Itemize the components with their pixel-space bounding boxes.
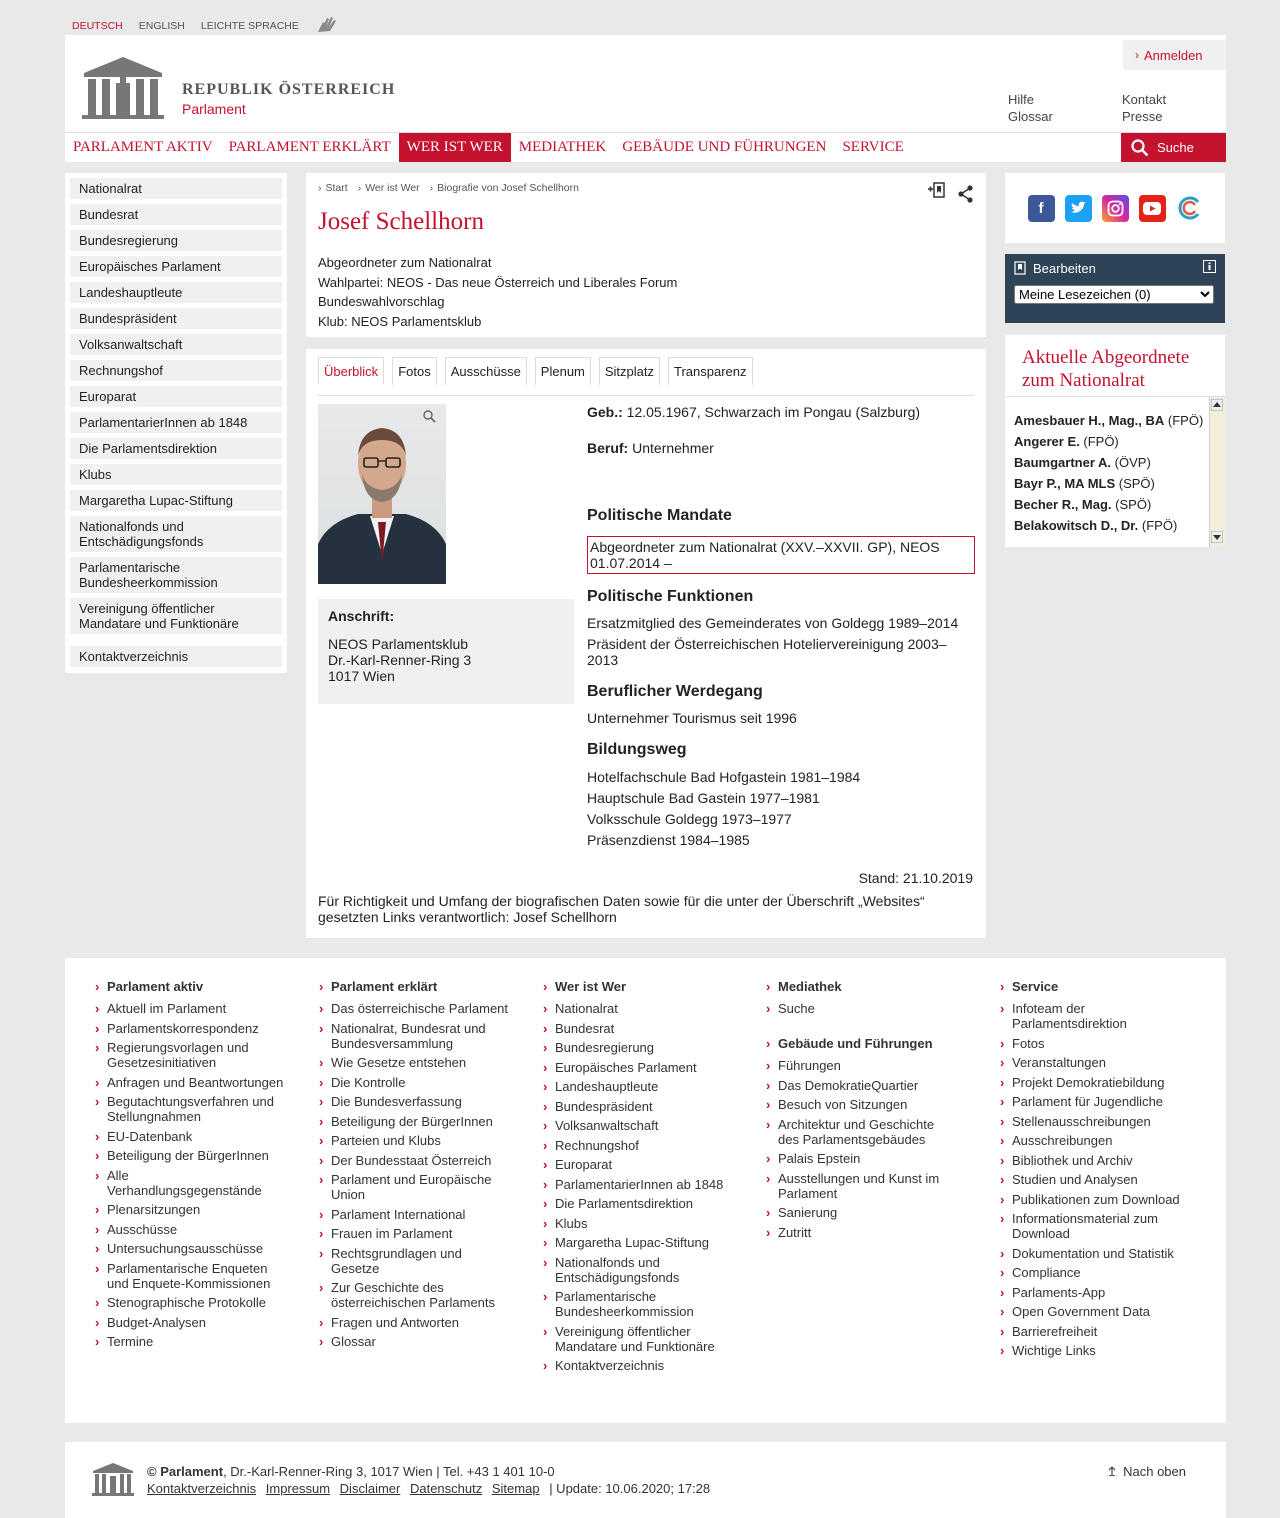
list-item[interactable]: Baumgartner A. (ÖVP) [1014, 455, 1151, 470]
footer-col-parlament-aktiv [95, 979, 285, 1354]
sidebar-item-eu-parlament[interactable]: Europäisches Parlament [70, 256, 282, 277]
person-facts [318, 253, 677, 331]
footer-link[interactable]: › Vereinigung öffentlicher Mandatare und Funktionäre [543, 1324, 733, 1354]
footer-link[interactable]: › Wichtige Links [1000, 1343, 1190, 1358]
fact-party: Wahlpartei: NEOS - Das neue Österreich und Liberales Forum [318, 274, 678, 290]
sidebar [65, 173, 287, 673]
footer-link[interactable]: › Untersuchungsausschüsse [95, 1241, 285, 1256]
footer-link[interactable]: › Ausschüsse [95, 1222, 285, 1237]
site-header [65, 35, 1226, 162]
footer-link[interactable]: › Fotos [1000, 1036, 1190, 1051]
list-item[interactable]: Bayr P., MA MLS (SPÖ) [1014, 476, 1155, 491]
footer-link[interactable]: › Dokumentation und Statistik [1000, 1246, 1190, 1261]
facebook-icon[interactable]: f [1028, 195, 1055, 222]
footer-link[interactable]: › Plenarsitzungen [95, 1202, 285, 1217]
footer-link[interactable]: › Stenographische Protokolle [95, 1295, 285, 1310]
footer-link[interactable]: › Parteien und Klubs [319, 1133, 509, 1148]
scroll-up-icon[interactable] [1211, 399, 1223, 414]
footer-link[interactable]: › EU-Datenbank [95, 1129, 285, 1144]
tab-ueberblick[interactable]: Überblick [318, 357, 384, 385]
twitter-icon[interactable] [1065, 195, 1092, 222]
list-item: Unternehmer Tourismus seit 1996 [587, 710, 797, 726]
nav-service[interactable]: SERVICE [842, 139, 904, 155]
sidebar-item-klubs[interactable]: Klubs [70, 464, 282, 485]
footer-link[interactable]: › Parlament International [319, 1207, 509, 1222]
address-line: 1017 Wien [328, 668, 395, 684]
mandate-entry: Abgeordneter zum Nationalrat (XXV.–XXVII. GP), NEOS 01.07.2014 – [587, 536, 975, 574]
logo-title: REPUBLIK ÖSTERREICH [182, 81, 396, 98]
footer-link[interactable]: › Termine [95, 1334, 285, 1349]
footer-link[interactable]: › Führungen [766, 1058, 956, 1073]
list-item: Hotelfachschule Bad Hofgastein 1981–1984 [587, 769, 861, 785]
footer-link[interactable]: › Das DemokratieQuartier [766, 1078, 956, 1093]
list-item: Präsenzdienst 1984–1985 [587, 832, 750, 848]
lang-leichte-sprache[interactable]: LEICHTE SPRACHE [200, 19, 299, 32]
sidebar-item-nationalfonds[interactable]: Nationalfonds und Entschädigungsfonds [70, 516, 282, 552]
tab-bar [318, 357, 753, 385]
logo-text [182, 81, 395, 117]
footer-heading[interactable]: › Mediathek [766, 979, 956, 994]
address-box [318, 599, 574, 704]
footer-link[interactable]: › Nationalrat [543, 1001, 733, 1016]
sidebar-item-kontaktverzeichnis[interactable]: Kontaktverzeichnis [70, 646, 282, 667]
parliament-building-icon [80, 55, 166, 119]
address-label: Anschrift: [328, 608, 395, 624]
footer-link[interactable]: › Publikationen zum Download [1000, 1192, 1190, 1207]
footer-link[interactable]: › Glossar [319, 1334, 509, 1349]
parliament-logo[interactable] [80, 55, 395, 119]
youtube-icon[interactable] [1139, 195, 1166, 222]
copyright: © Parlament [147, 1464, 224, 1479]
bookmarks-select[interactable] [1014, 285, 1214, 304]
footer-col-service [1000, 979, 1190, 1363]
biography [587, 404, 975, 848]
breadcrumb-wer-ist-wer[interactable]: › Wer ist Wer [358, 182, 420, 194]
footer-link[interactable]: › Parlamentskorrespondenz [95, 1021, 285, 1036]
footer-link[interactable]: › Fragen und Antworten [319, 1315, 509, 1330]
contact-info: , Dr.-Karl-Renner-Ring 3, 1017 Wien | Tel. +43 1 401 10-0 [223, 1464, 555, 1479]
footer-link[interactable]: › Begutachtungsverfahren und Stellungnahmen [95, 1094, 285, 1124]
bottom-link-kontakt[interactable]: Kontaktverzeichnis [147, 1481, 257, 1496]
nav-gebaeude[interactable]: GEBÄUDE UND FÜHRUNGEN [622, 139, 827, 155]
address-line: NEOS Parlamentsklub [328, 636, 469, 652]
tab-transparenz[interactable]: Transparenz [668, 357, 753, 385]
birth-row: Geb.: 12.05.1967, Schwarzach im Pongau (Salzburg) [587, 404, 921, 420]
fact-club: Klub: NEOS Parlamentsklub [318, 313, 482, 329]
section-werdegang-title: Beruflicher Werdegang [587, 683, 763, 700]
scroll-down-icon[interactable] [1211, 531, 1223, 546]
arrow-up-icon [1107, 1466, 1117, 1476]
press-link[interactable]: Presse [1122, 109, 1163, 124]
footer-link[interactable]: › Parlaments-App [1000, 1285, 1190, 1300]
footer-link[interactable]: › Bundespräsident [543, 1099, 733, 1114]
sidebar-item-rechnungshof[interactable]: Rechnungshof [70, 360, 282, 381]
section-funktionen-title: Politische Funktionen [587, 588, 754, 605]
list-item[interactable]: Angerer E. (FPÖ) [1014, 434, 1119, 449]
footer-link[interactable]: › Barrierefreiheit [1000, 1324, 1190, 1339]
footer-link[interactable]: › Bibliothek und Archiv [1000, 1153, 1190, 1168]
footer-link[interactable]: › Infoteam der Parlamentsdirektion [1000, 1001, 1190, 1031]
list-item: Präsident der Österreichischen Hoteliervereinigung 2003–2013 [587, 636, 947, 668]
instagram-icon[interactable] [1102, 195, 1129, 222]
footer-col-wer-ist-wer [543, 979, 733, 1378]
footer-col-mediathek [766, 979, 956, 1244]
list-item[interactable]: Amesbauer H., Mag., BA (FPÖ) [1014, 413, 1204, 428]
footer-link[interactable]: › Stellenausschreibungen [1000, 1114, 1190, 1129]
edit-label[interactable]: Bearbeiten [1033, 260, 1096, 276]
list-item: Ersatzmitglied des Gemeinderates von Goldegg 1989–2014 [587, 615, 959, 631]
footer-link[interactable]: › Parlamentarische Bundesheerkommission [543, 1289, 733, 1319]
footer-link[interactable]: › Rechnungshof [543, 1138, 733, 1153]
help-link[interactable]: Hilfe [1008, 92, 1035, 107]
fact-list: Bundeswahlvorschlag [318, 294, 445, 309]
person-detail [306, 349, 986, 938]
tab-plenum[interactable]: Plenum [535, 357, 591, 385]
footer-link[interactable]: › Parlament für Jugendliche [1000, 1094, 1190, 1109]
sign-language-icon[interactable] [315, 14, 339, 37]
site-footer [65, 958, 1226, 1423]
footer-heading[interactable]: › Gebäude und Führungen [766, 1036, 956, 1051]
sidebar-item-parlamentarierinnen[interactable]: ParlamentarierInnen ab 1848 [70, 412, 282, 433]
list-item[interactable]: Becher R., Mag. (SPÖ) [1014, 497, 1152, 512]
sidebar-item-europarat[interactable]: Europarat [70, 386, 282, 407]
chevron-right-icon: › [1135, 48, 1139, 62]
lang-english[interactable]: ENGLISH [138, 19, 185, 32]
footer-link[interactable]: › Die Kontrolle [319, 1075, 509, 1090]
members-scrollbar[interactable] [1209, 397, 1225, 547]
sidebar-item-bundesregierung[interactable]: Bundesregierung [70, 230, 282, 251]
footer-link[interactable]: › Volksanwaltschaft [543, 1118, 733, 1133]
nav-mediathek[interactable]: MEDIATHEK [518, 139, 607, 155]
person-header [306, 173, 986, 337]
tab-ausschuesse[interactable]: Ausschüsse [445, 357, 527, 385]
login-button[interactable] [1123, 40, 1226, 70]
bookmark-add-icon[interactable] [928, 181, 948, 202]
page-title: Josef Schellhorn [318, 208, 484, 235]
sidebar-item-bundespraesident[interactable]: Bundespräsident [70, 308, 282, 329]
footer-link[interactable]: › Zur Geschichte des österreichischen Parlaments [319, 1280, 509, 1310]
footer-link[interactable]: › Besuch von Sitzungen [766, 1097, 956, 1112]
footer-link[interactable]: › Landeshauptleute [543, 1079, 733, 1094]
footer-link[interactable]: › Studien und Analysen [1000, 1172, 1190, 1187]
bottom-info [147, 1463, 710, 1497]
footer-link[interactable]: › Klubs [543, 1216, 733, 1231]
section-bildung-title: Bildungsweg [587, 741, 687, 758]
footer-link[interactable]: › Nationalfonds und Entschädigungsfonds [543, 1255, 733, 1285]
footer-link[interactable]: › Open Government Data [1000, 1304, 1190, 1319]
stand-date: Stand: 21.10.2019 [858, 870, 973, 886]
list-item: Volksschule Goldegg 1973–1977 [587, 811, 792, 827]
footer-link[interactable]: › Bundesregierung [543, 1040, 733, 1055]
info-icon[interactable] [1203, 260, 1216, 276]
footer-link[interactable]: › Ausstellungen und Kunst im Parlament [766, 1171, 956, 1201]
footer-link[interactable]: › Beteiligung der BürgerInnen [319, 1114, 509, 1129]
sidebar-item-bundesheerkommission[interactable]: Parlamentarische Bundesheerkommission [70, 557, 282, 593]
footer-link[interactable]: › Kontaktverzeichnis [543, 1358, 733, 1373]
sidebar-item-landeshauptleute[interactable]: Landeshauptleute [70, 282, 282, 303]
lang-deutsch[interactable]: DEUTSCH [72, 19, 123, 32]
footer-link[interactable]: › Die Parlamentsdirektion [543, 1196, 733, 1211]
footer-link[interactable]: › Wie Gesetze entstehen [319, 1055, 509, 1070]
footer-link[interactable]: › Ausschreibungen [1000, 1133, 1190, 1148]
bottom-link-sitemap[interactable]: Sitemap [491, 1481, 540, 1496]
footer-link[interactable]: › Alle Verhandlungsgegenstände [95, 1168, 285, 1198]
list-item: Hauptschule Bad Gastein 1977–1981 [587, 790, 820, 806]
bottom-link-disclaimer[interactable]: Disclaimer [339, 1481, 401, 1496]
footer-link[interactable]: › Das österreichische Parlament [319, 1001, 509, 1016]
glossary-link[interactable]: Glossar [1008, 109, 1053, 124]
profession-row: Beruf: Unternehmer [587, 440, 714, 456]
nav-parlament-erklaert[interactable]: PARLAMENT ERKLÄRT [228, 139, 391, 155]
sidebar-item-parlamentsdirektion[interactable]: Die Parlamentsdirektion [70, 438, 282, 459]
bookmark-icon [1014, 261, 1026, 275]
footer-link[interactable]: › Rechtsgrundlagen und Gesetze [319, 1246, 509, 1276]
bottom-link-impressum[interactable]: Impressum [265, 1481, 331, 1496]
current-members-box [1005, 335, 1225, 547]
sidebar-item-vereinigung[interactable]: Vereinigung öffentlicher Mandatare und Funktionäre [70, 598, 282, 634]
breadcrumb-current: › Biografie von Josef Schellhorn [430, 182, 579, 194]
footer-link[interactable]: › Projekt Demokratiebildung [1000, 1075, 1190, 1090]
contact-link[interactable]: Kontakt [1122, 92, 1167, 107]
language-bar [72, 14, 339, 37]
nav-parlament-aktiv[interactable]: PARLAMENT AKTIV [73, 139, 213, 155]
tab-divider [318, 395, 974, 396]
footer-link[interactable]: › Sanierung [766, 1205, 956, 1220]
disclaimer-text: Für Richtigkeit und Umfang der biografischen Daten sowie für die unter der Überschrift „Websites“ gesetzten Links verantwortlich: Josef Schellhorn [318, 893, 925, 925]
search-label: Suche [1157, 140, 1194, 155]
footer-col-parlament-erklaert [319, 979, 509, 1354]
footer-link[interactable]: › Suche [766, 1001, 956, 1016]
login-label: Anmelden [1144, 47, 1203, 63]
breadcrumb-start[interactable]: › Start [318, 182, 348, 194]
zoom-icon[interactable] [423, 410, 436, 426]
address-line: Dr.-Karl-Renner-Ring 3 [328, 652, 472, 668]
footer-link[interactable]: › Budget-Analysen [95, 1315, 285, 1330]
bottom-bar [65, 1442, 1226, 1518]
footer-link[interactable]: › Architektur und Geschichte des Parlamentsgebäudes [766, 1117, 956, 1147]
footer-link[interactable]: › Compliance [1000, 1265, 1190, 1280]
footer-link[interactable]: › Europarat [543, 1157, 733, 1172]
tab-fotos[interactable]: Fotos [392, 357, 437, 385]
footer-link[interactable]: › Bundesrat [543, 1021, 733, 1036]
main-nav [65, 132, 1226, 162]
list-item[interactable]: Belakowitsch D., Dr. (FPÖ) [1014, 518, 1178, 533]
footer-link[interactable]: › Europäisches Parlament [543, 1060, 733, 1075]
sidebar-item-nationalrat[interactable]: Nationalrat [70, 178, 282, 199]
fact-role: Abgeordneter zum Nationalrat [318, 255, 492, 270]
footer-link[interactable]: › Der Bundesstaat Österreich [319, 1153, 509, 1168]
footer-link[interactable]: › Beteiligung der BürgerInnen [95, 1148, 285, 1163]
footer-link[interactable]: › Anfragen und Beantwortungen [95, 1075, 285, 1090]
footer-link[interactable]: › Die Bundesverfassung [319, 1094, 509, 1109]
footer-link[interactable]: › Nationalrat, Bundesrat und Bundesversammlung [319, 1021, 509, 1051]
footer-link[interactable]: › ParlamentarierInnen ab 1848 [543, 1177, 733, 1192]
utility-nav [1008, 92, 1222, 124]
footer-link[interactable]: › Zutritt [766, 1225, 956, 1240]
logo-subtitle: Parlament [182, 101, 246, 117]
nav-wer-ist-wer[interactable]: WER IST WER [399, 133, 511, 162]
social-links [1005, 173, 1225, 243]
sidebar-item-lupac-stiftung[interactable]: Margaretha Lupac-Stiftung [70, 490, 282, 511]
portrait-photo[interactable] [318, 404, 446, 584]
members-list [1005, 396, 1225, 547]
parliament-small-logo-icon [91, 1462, 135, 1499]
bottom-link-datenschutz[interactable]: Datenschutz [409, 1481, 483, 1496]
edit-panel [1005, 254, 1225, 323]
footer-link[interactable]: › Veranstaltungen [1000, 1055, 1190, 1070]
footer-heading[interactable]: › Parlament erklärt [319, 979, 509, 994]
footer-link[interactable]: › Aktuell im Parlament [95, 1001, 285, 1016]
search-button[interactable] [1121, 133, 1226, 162]
tab-sitzplatz[interactable]: Sitzplatz [599, 357, 660, 385]
footer-heading[interactable]: › Parlament aktiv [95, 979, 285, 994]
sidebar-item-bundesrat[interactable]: Bundesrat [70, 204, 282, 225]
footer-link[interactable]: › Regierungsvorlagen und Gesetzesinitiativen [95, 1040, 285, 1070]
footer-link[interactable]: › Frauen im Parlament [319, 1226, 509, 1241]
breadcrumb [318, 182, 579, 194]
demokratiewebstatt-icon[interactable] [1176, 195, 1203, 222]
footer-link[interactable]: › Parlament und Europäische Union [319, 1172, 509, 1202]
section-mandate-title: Politische Mandate [587, 507, 732, 524]
members-title: Aktuelle Abgeordnete zum Nationalrat [1022, 347, 1190, 391]
footer-link[interactable]: › Margaretha Lupac-Stiftung [543, 1235, 733, 1250]
footer-link[interactable]: › Palais Epstein [766, 1151, 956, 1166]
sidebar-item-volksanwaltschaft[interactable]: Volksanwaltschaft [70, 334, 282, 355]
back-to-top-link[interactable]: Nach oben [1107, 1464, 1186, 1479]
footer-heading[interactable]: › Service [1000, 979, 1190, 994]
search-icon [1131, 139, 1149, 157]
update-info: | Update: 10.06.2020; 17:28 [549, 1481, 711, 1496]
footer-link[interactable]: › Informationsmaterial zum Download [1000, 1211, 1190, 1241]
footer-heading[interactable]: › Wer ist Wer [543, 979, 733, 994]
share-icon[interactable] [958, 185, 974, 206]
footer-link[interactable]: › Parlamentarische Enqueten und Enquete-Kommissionen [95, 1261, 285, 1291]
